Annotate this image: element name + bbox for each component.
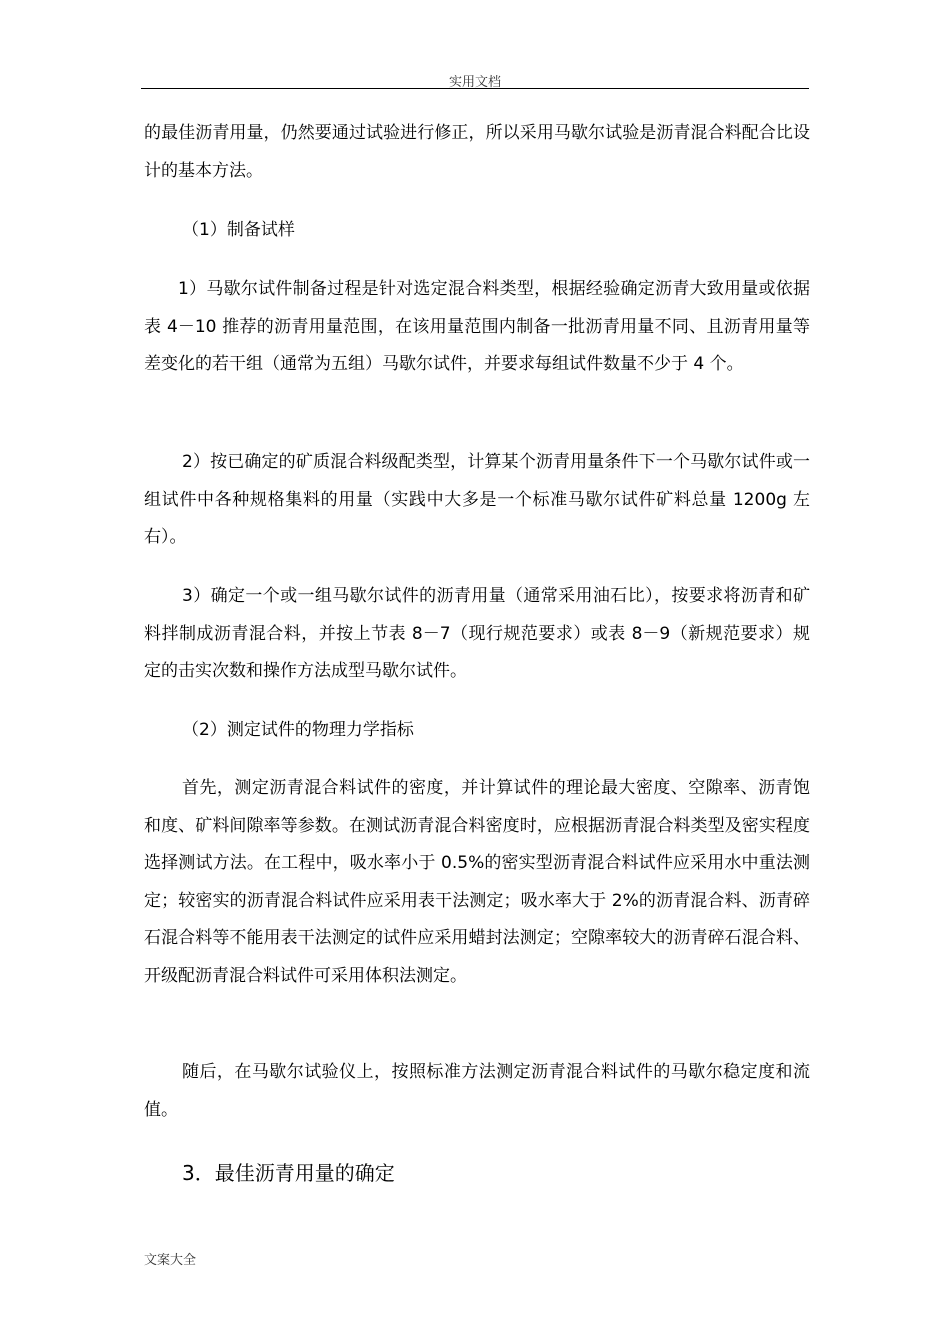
- paragraph-stability: 随后，在马歇尔试验仪上，按照标准方法测定沥青混合料试件的马歇尔稳定度和流值。: [144, 1062, 810, 1120]
- paragraph-density: 首先，测定沥青混合料试件的密度，并计算试件的理论最大密度、空隙率、沥青饱和度、矿料间隙率等参数。在测试沥青混合料密度时，应根据沥青混合料类型及密实程度选择测试方法。在工程中，吸水率小于 0.5%的密实型沥青混合料试件应采用水中重法测定；较密实的沥青混合料试件应采用表干法测定；吸水率大于 2%的沥青混合料、沥青碎石混合料等不能用表干法测定的试件应采用蜡封法测定；空隙率较大的沥青碎石混合料、开级配沥青混合料试件可采用体积法测定。: [144, 778, 810, 986]
- section-title-optimal-asphalt: 3．最佳沥青用量的确定: [182, 1161, 395, 1185]
- paragraph-step-3: 3）确定一个或一组马歇尔试件的沥青用量（通常采用油石比），按要求将沥青和矿料拌制成沥青混合料，并按上节表 8－7（现行规范要求）或表 8－9（新规范要求）规定的击实次数和操作方法成型马歇尔试件。: [144, 586, 810, 681]
- page-header: 实用文档: [448, 75, 501, 90]
- header-divider: [141, 88, 809, 89]
- page-footer: 文案大全: [144, 1253, 197, 1268]
- paragraph-intro: 的最佳沥青用量，仍然要通过试验进行修正，所以采用马歇尔试验是沥青混合料配合比设计的基本方法。: [144, 123, 810, 181]
- paragraph-step-2: 2）按已确定的矿质混合料级配类型，计算某个沥青用量条件下一个马歇尔试件或一组试件中各种规格集料的用量（实践中大多是一个标准马歇尔试件矿料总量 1200g 左右）。: [144, 452, 810, 547]
- heading-measure-indicators: （2）测定试件的物理力学指标: [182, 720, 414, 740]
- heading-prepare-sample: （1）制备试样: [182, 220, 295, 240]
- paragraph-step-1: 1）马歇尔试件制备过程是针对选定混合料类型，根据经验确定沥青大致用量或依据表 4－10 推荐的沥青用量范围，在该用量范围内制备一批沥青用量不同、且沥青用量等差变化的若干组（通常为五组）马歇尔试件，并要求每组试件数量不少于 4 个。: [144, 279, 810, 374]
